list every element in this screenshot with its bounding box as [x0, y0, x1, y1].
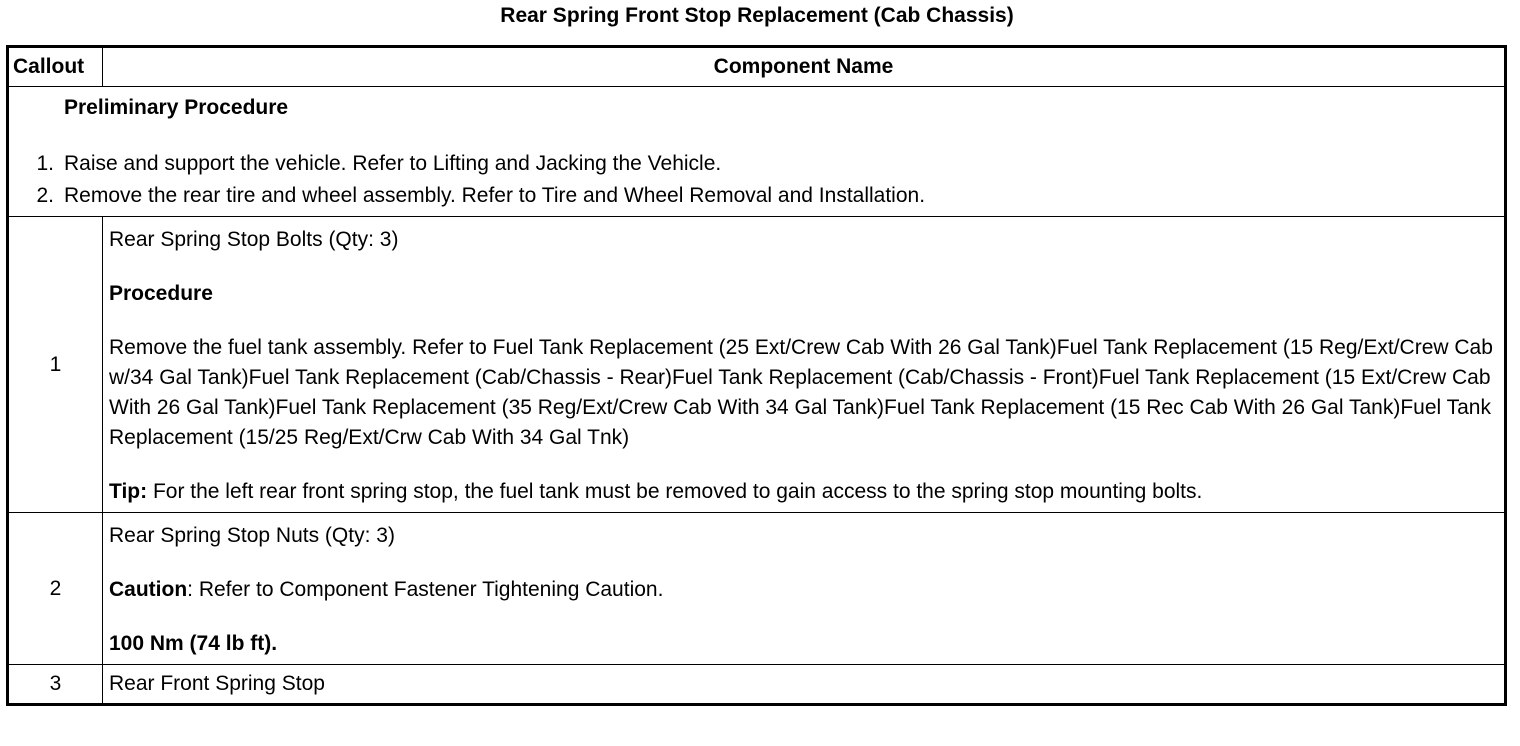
procedure-heading: Procedure [109, 282, 213, 305]
caution-label: Caution [109, 578, 188, 601]
step-text: Raise and support the vehicle. Refer to Lifting and Jacking the Vehicle. [64, 152, 722, 175]
callout-number: 1 [8, 217, 103, 513]
column-header-component-name: Component Name [103, 47, 1506, 87]
component-cell [103, 513, 1506, 665]
step-number: 2. [36, 184, 54, 207]
caution-text: : Refer to Component Fastener Tightening Caution. [187, 578, 664, 601]
callout-number: 2 [8, 513, 103, 665]
preliminary-row [8, 87, 1506, 217]
table-row [8, 665, 1506, 705]
step-text: Remove the rear tire and wheel assembly. Refer to Tire and Wheel Removal and Installation. [64, 184, 926, 207]
table-header-row [8, 47, 1506, 87]
preliminary-heading: Preliminary Procedure [64, 96, 289, 119]
table-row [8, 513, 1506, 665]
procedure-table [6, 45, 1507, 706]
page-title: Rear Spring Front Stop Replacement (Cab Chassis) [500, 4, 1014, 27]
step-number: 1. [36, 152, 54, 175]
tip-note [109, 477, 1498, 507]
component-name: Rear Spring Stop Nuts (Qty: 3) [109, 524, 395, 547]
procedure-text: Remove the fuel tank assembly. Refer to Fuel Tank Replacement (25 Ext/Crew Cab With 26 Gal Tank)Fuel Tank Replacement (15 Reg/Ext/Crew Cab w/34 Gal Tank)Fuel Tank Replacement (Cab/Chassis - Rear)Fuel Tank Replacement (Cab/Chassis - Front)Fuel Tank Replacement (15 Ext/Crew Cab With 26 Gal Tank)Fuel Tank Replacement (35 Reg/Ext/Crew Cab With 34 Gal Tank)Fuel Tank Replacement (15 Rec Cab With 26 Gal Tank)Fuel Tank Replacement (15/25 Reg/Ext/Crw Cab With 34 Gal Tnk) [109, 336, 1493, 449]
caution-note [109, 575, 1498, 605]
component-name: Rear Spring Stop Bolts (Qty: 3) [109, 228, 399, 251]
tip-label: Tip: [109, 480, 148, 503]
preliminary-step [9, 148, 1504, 180]
table-row [8, 217, 1506, 513]
torque-spec: 100 Nm (74 lb ft). [109, 632, 278, 655]
preliminary-step [9, 180, 1504, 212]
component-cell [103, 217, 1506, 513]
callout-number: 3 [8, 665, 103, 705]
tip-text: For the left rear front spring stop, the fuel tank must be removed to gain access to the spring stop mounting bolts. [147, 480, 1203, 503]
component-name: Rear Front Spring Stop [103, 665, 1506, 705]
column-header-callout: Callout [8, 47, 103, 87]
preliminary-cell [8, 87, 1506, 217]
